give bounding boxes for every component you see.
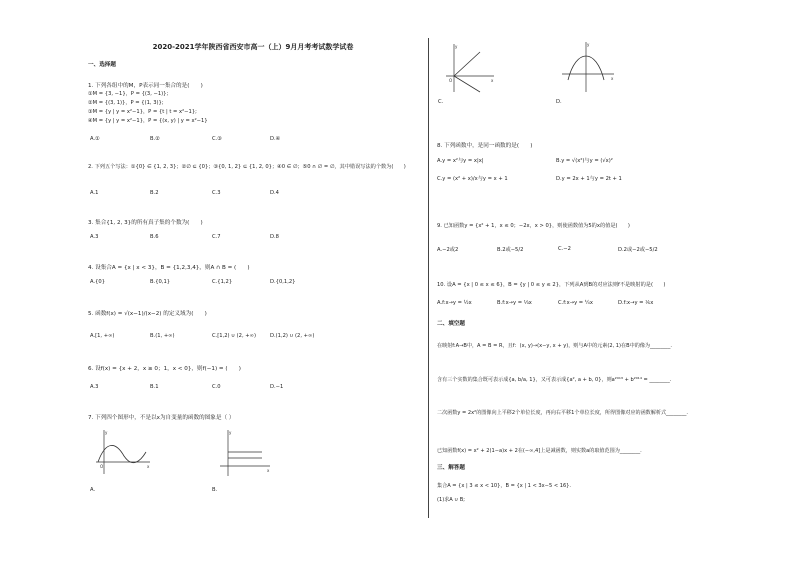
q10-option-b[interactable]: B.f:x→y = ⅓x [497, 300, 532, 306]
fill-q11: 在映射f:A→B中，A = B = R，且f：(x, y)→(x−y, x + y)，则与A中的元素(2, 1)在B中的像为________. [437, 343, 672, 349]
q10-option-a[interactable]: A.f:x→y = ½x [437, 300, 472, 306]
axis-x-label: x [611, 76, 614, 81]
q5-option-a[interactable]: A.[1, +∞) [90, 333, 115, 339]
origin-label: O [449, 78, 453, 83]
axis-x-label: x [267, 468, 270, 473]
q6-option-b[interactable]: B.1 [150, 384, 159, 390]
q4-stem: 4. 设集合A = {x | x < 3}，B = {1,2,3,4}，则A ∩ B = ( ) [88, 265, 250, 271]
q6-option-c[interactable]: C.0 [212, 384, 221, 390]
q1-line3: ③M = {y | y = x²−1}，P = {t | t = x²−1}; [88, 109, 197, 115]
q9-option-d[interactable]: D.2或−2或−5/2 [618, 247, 658, 253]
q7-option-a[interactable]: A. [90, 487, 96, 493]
fill-q12: 含有三个实数的集合既可表示成{a, b/a, 1}，又可表示成{a², a + b, 0}，则a²⁰¹³ + b²⁰¹⁴ = ________. [437, 377, 672, 383]
q3-option-a[interactable]: A.3 [90, 234, 99, 240]
origin-label: O [100, 464, 104, 469]
q6-option-d[interactable]: D.−1 [270, 384, 284, 390]
q3-option-d[interactable]: D.8 [270, 234, 279, 240]
q7-graph-c [440, 42, 500, 94]
curve [98, 445, 146, 462]
q8-option-c[interactable]: C.y = (x² + x)/x与y = x + 1 [437, 176, 508, 182]
q2-option-d[interactable]: D.4 [270, 190, 279, 196]
column-divider [428, 38, 429, 518]
section-choice: 一、选择题 [88, 62, 116, 68]
q7-stem: 7. 下列四个图形中，不是以x为自变量的函数的图象是（ ） [88, 415, 235, 421]
answer-q15-part1: (1)求A ∪ B; [437, 497, 465, 503]
fill-q14: 已知函数f(x) = x² + 2(1−a)x + 2在(−∞,4]上是减函数，则实数a的取值范围为________. [437, 448, 642, 454]
axis-x-label: x [147, 464, 150, 469]
q1-option-b[interactable]: B.② [150, 136, 160, 142]
q2-option-a[interactable]: A.1 [90, 190, 99, 196]
axis-y-label: y [105, 430, 108, 435]
q10-stem: 10. 设A = {x | 0 ≤ x ≤ 6}，B = {y | 0 ≤ y ≤ 2}，下列从A到B的对应法则f不是映射的是( ) [437, 282, 666, 288]
axis-x-label: x [491, 78, 494, 83]
q6-option-a[interactable]: A.3 [90, 384, 99, 390]
q4-option-d[interactable]: D.{0,1,2} [270, 279, 296, 285]
q10-option-c[interactable]: C.f:x→y = ¼x [558, 300, 593, 306]
exam-title: 2020-2021学年陕西省西安市高一（上）9月月考考试数学试卷 [152, 43, 354, 51]
q8-option-d[interactable]: D.y = 2x + 1与y = 2t + 1 [556, 176, 622, 182]
q5-option-d[interactable]: D.(1,2) ∪ (2, +∞) [270, 333, 315, 339]
q2-stem: 2. 下列五个写法：①{0} ∈ {1, 2, 3}；②∅ ⊆ {0}；③{0, 1, 2} ⊆ {1, 2, 0}；④0 ∈ ∅；⑤0 ∩ ∅ = ∅，其中错误写法的个数为( ) [88, 164, 406, 170]
q8-option-a[interactable]: A.y = x²与y = x|x| [437, 158, 484, 164]
q1-option-c[interactable]: C.③ [212, 136, 222, 142]
q7-graph-b [212, 428, 282, 480]
q8-stem: 8. 下列函数中，是同一函数的是( ) [437, 143, 533, 149]
q1-option-a[interactable]: A.① [90, 136, 100, 142]
q7-graph-d [558, 40, 618, 94]
q9-option-a[interactable]: A.−2或2 [437, 247, 459, 253]
q4-option-b[interactable]: B.{0,1} [150, 279, 171, 285]
q9-option-b[interactable]: B.2或−5/2 [497, 247, 524, 253]
axis-y-label: y [587, 42, 590, 47]
q4-option-a[interactable]: A.{0} [90, 279, 106, 285]
q7-option-b[interactable]: B. [212, 487, 218, 493]
q7-option-d[interactable]: D. [556, 99, 562, 105]
q2-option-c[interactable]: C.3 [212, 190, 221, 196]
q1-stem: 1. 下列各组中的M，P表示同一集合的是( ) [88, 83, 203, 89]
axis-y-label: y [229, 430, 232, 435]
axis-y-label: y [455, 44, 458, 49]
q3-option-b[interactable]: B.6 [150, 234, 159, 240]
q2-option-b[interactable]: B.2 [150, 190, 159, 196]
ray-down [454, 76, 480, 92]
q7-graph-a [92, 428, 162, 480]
q1-line2: ②M = {(3, 1)}，P = {(1, 3)}; [88, 100, 164, 106]
q7-option-c[interactable]: C. [438, 99, 444, 105]
ray-up [454, 52, 480, 76]
q4-option-c[interactable]: C.{1,2} [212, 279, 233, 285]
q9-stem: 9. 已知函数y = {x² + 1，x ≤ 0；−2x，x > 0}，则使函数值为5的x的值是( ) [437, 223, 630, 229]
q1-option-d[interactable]: D.④ [270, 136, 281, 142]
q8-option-b[interactable]: B.y = √(x²)与y = (√x)² [556, 158, 613, 164]
q1-line1: ①M = {3, −1}，P = {(3, −1)}; [88, 91, 169, 97]
q6-stem: 6. 设f(x) = {x + 2，x ≥ 0；1，x < 0}，则f(−1) = ( ) [88, 366, 241, 372]
section-fill: 二、填空题 [437, 321, 465, 327]
q5-option-b[interactable]: B.(1, +∞) [150, 333, 175, 339]
q10-option-d[interactable]: D.f:x→y = ⅙x [618, 300, 654, 306]
q5-option-c[interactable]: C.[1,2) ∪ (2, +∞) [212, 333, 256, 339]
q1-line4: ④M = {y | y = x²−1}，P = {(x, y) | y = x²−1} [88, 118, 208, 124]
fill-q13: 二次函数y = 2x²的图像向上平移2个单位长度，再向右平移1个单位长度，所得图像对应的函数解析式________. [437, 410, 689, 416]
section-answer: 三、解答题 [437, 465, 465, 471]
q3-option-c[interactable]: C.7 [212, 234, 221, 240]
q5-stem: 5. 函数f(x) = √(x−1)/(x−2) 的定义域为( ) [88, 311, 207, 317]
answer-q15: 集合A = {x | 3 ≤ x < 10}，B = {x | 1 < 3x−5 < 16}. [437, 483, 572, 489]
q3-stem: 3. 集合{1, 2, 3}的所有真子集的个数为( ) [88, 220, 203, 226]
q9-option-c[interactable]: C.−2 [558, 246, 571, 252]
